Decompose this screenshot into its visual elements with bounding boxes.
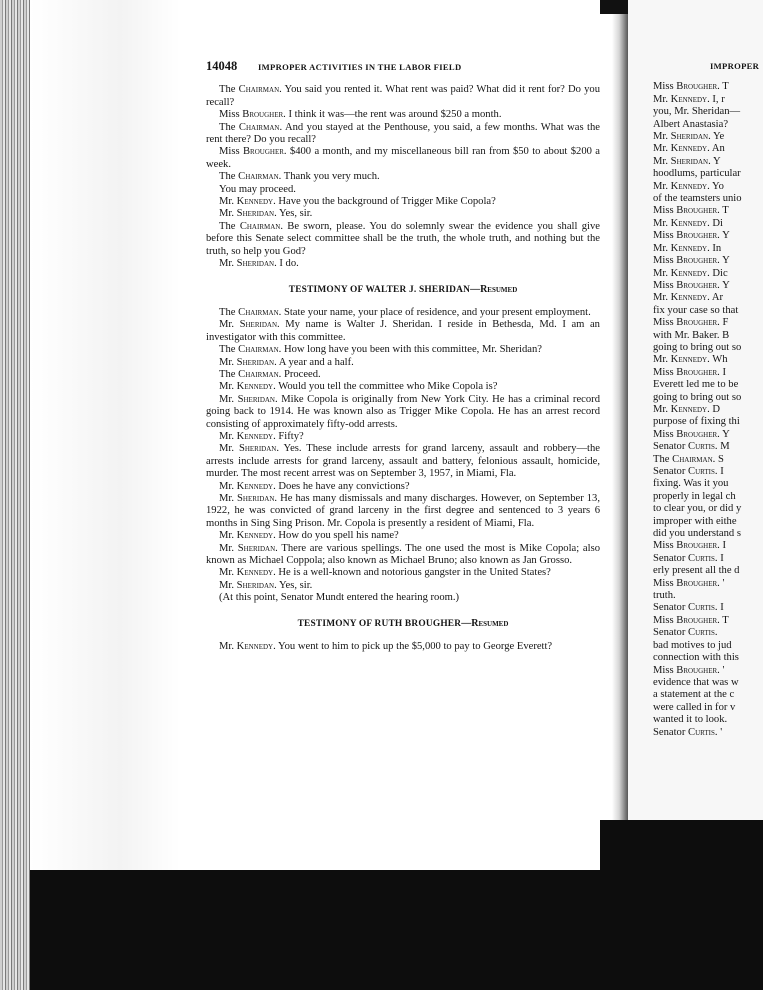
paragraph [640,168,763,180]
text-run: Mr. [219,258,237,270]
text-run: . Have you the background of Trigger Mike Copola? [273,196,496,208]
text-run: Mr. [653,217,671,229]
text-run: purpose of fixing thi [653,416,740,428]
speaker-name: Brougher [676,205,718,217]
speaker-name: Curtis [688,466,715,477]
paragraph [640,640,763,652]
text-run: . Y [717,255,730,267]
paragraph [640,689,763,701]
text-run: You may proceed. [219,183,296,195]
paragraph [640,429,763,441]
speaker-name: Brougher [676,81,718,93]
speaker-name: Kennedy [670,403,708,415]
page-header [206,60,600,73]
text-run: The [219,84,239,96]
speaker-name: Kennedy [236,641,274,653]
speaker-name: Sheridan [670,155,709,167]
paragraph [640,193,763,205]
speaker-name: Brougher [676,428,718,440]
text-run: . A year and a half. [274,356,354,368]
text-run: wanted it to look. [653,714,728,726]
paragraph [640,280,763,292]
paragraph [640,243,763,255]
text-run: . In [707,242,722,254]
page-margin-left [30,0,180,990]
paragraph [640,590,763,602]
text-run: The [653,453,673,465]
book-edge [0,0,30,990]
speaker-name: Chairman [238,84,280,96]
text-run: . D [707,403,721,415]
paragraph-group-3 [206,641,600,653]
text-run: Mr. [653,242,671,254]
paragraph [640,565,763,577]
text-run: did you understand s [653,528,741,540]
text-run: Mr. [219,443,239,455]
text-run: . Be sworn, please. You do solemnly swear the evidence you shall give before this Senate select committee shall be the truth, the whole truth, and nothing but the truth, so help you God? [206,220,601,257]
text-run: The [219,220,240,232]
text-run: . There are various spellings. The one used the most is Mike Copola; also known as Michael Coppola; also known as Michael Bruno; also known as Jan Grosso. [206,542,600,567]
text-run: . Yes, sir. [274,208,313,220]
paragraph [206,307,600,319]
scan-shadow-bottom-right [600,820,763,880]
text-run: . Y [717,428,730,440]
left-page-text [206,60,600,653]
text-run: to clear you, or did y [653,503,742,515]
paragraph [640,143,763,155]
paragraph [640,292,763,304]
paragraph [640,330,763,342]
text-run: . An [707,143,725,155]
speaker-name: Sheridan [670,131,709,143]
text-run: evidence that was w [653,676,739,688]
paragraph [206,641,600,653]
speaker-name: Kennedy [670,354,708,366]
heading-suffix: —Resumed [470,283,518,295]
paragraph-group-1 [206,84,600,270]
text-run: were called in for v [653,701,736,713]
text-run: Mr. [653,143,671,155]
text-run: . Y [708,155,721,167]
paragraph [640,478,763,490]
speaker-name: Sheridan [236,208,275,220]
paragraph [640,578,763,590]
paragraph [640,94,763,106]
text-run: Mr. [653,292,671,304]
text-run: Mr. [653,155,671,167]
text-run: Mr. [219,319,240,331]
heading-title: TESTIMONY OF WALTER J. SHERIDAN [288,284,471,295]
text-run: Mr. [219,381,237,393]
speaker-name: Chairman [238,368,279,380]
speaker-name: Kennedy [236,530,274,542]
paragraph [640,528,763,540]
text-run: . Ye [708,131,725,143]
text-run: going to bring out so [653,341,742,353]
text-run: Senator [653,627,689,639]
text-run: Miss [653,279,677,291]
text-run: . Proceed. [278,368,321,380]
text-run: Miss [219,146,243,158]
text-run: Mr. [219,356,237,368]
text-run: Mr. [653,93,671,105]
paragraph [640,106,763,118]
text-run: . Y [717,279,730,291]
speaker-name: Kennedy [670,242,708,254]
paragraph [206,109,600,121]
section-heading-brougher [206,618,600,630]
speaker-name: Sheridan [236,356,275,368]
text-run: Miss [653,205,677,217]
paragraph [640,727,763,739]
speaker-name: Curtis [688,602,715,614]
paragraph [640,602,763,614]
speaker-name: Sheridan [237,493,275,504]
paragraph [640,317,763,329]
text-run: Mr. [219,430,237,442]
speaker-name: Chairman [672,453,713,465]
speaker-name: Chairman [239,220,281,232]
text-run: . S [712,453,724,465]
text-run: . ' [714,726,723,738]
text-run: . Yo [707,180,724,192]
paragraph [640,627,763,639]
speaker-name: Kennedy [670,180,708,192]
text-run: . [714,627,718,639]
paragraph [206,208,600,220]
paragraph [640,553,763,565]
paragraph [640,665,763,677]
text-run: properly in legal ch [653,490,736,502]
text-run: . T [717,614,729,626]
speaker-name: Curtis [688,726,715,738]
speaker-name: Kennedy [236,196,274,208]
text-run: Mr. [653,267,671,279]
paragraph [640,615,763,627]
paragraph [640,119,763,131]
paragraph [206,567,600,579]
speaker-name: Kennedy [670,93,708,105]
paragraph [206,84,600,109]
text-run: Mr. [653,131,671,143]
speaker-name: Kennedy [670,143,708,155]
text-run: . T [717,205,729,217]
paragraph [206,146,600,171]
paragraph [206,357,600,369]
text-run: . Does he have any convictions? [273,480,410,492]
text-run: . I [714,466,724,477]
text-run: . Fifty? [273,430,304,442]
speaker-name: Sheridan [237,542,276,554]
speaker-name: Kennedy [670,292,708,304]
text-run: . State your name, your place of residence, and your present employment. [278,306,591,318]
speaker-name: Brougher [676,577,718,589]
speaker-name: Chairman [238,121,280,133]
text-run: . Yes. These include arrests for grand larceny, assault and robbery—the arrests include arrests for grand larceny, assault and battery, felonious assault, homicide, murder. The most recent arrest was on September 3, 1957, in Miami, Fla. [206,443,600,480]
paragraph [206,493,600,530]
speaker-name: Brougher [676,317,718,329]
text-run: connection with this [653,652,739,664]
text-run: Senator [653,466,689,477]
text-run: Mr. [219,579,237,591]
text-run: Mr. [219,480,237,492]
text-run: Mr. [219,542,238,554]
text-run: . How do you spell his name? [273,530,399,542]
text-run: Mr. [219,530,237,542]
text-run: Mr. [219,208,237,220]
text-run: bad motives to jud [653,639,732,651]
text-run: Miss [653,317,677,329]
speaker-name: Sheridan [237,393,275,405]
speaker-name: Brougher [676,614,718,626]
speaker-name: Kennedy [236,381,274,393]
paragraph [206,344,600,356]
speaker-name: Curtis [688,552,715,564]
page-number: 14048 [206,59,238,73]
heading-title: TESTIMONY OF RUTH BROUGHER [297,618,462,629]
text-run: . You said you rented it. What rent was paid? What did it rent for? Do you recall? [206,84,600,108]
speaker-name: Kennedy [670,217,708,229]
text-run: The [219,344,239,356]
paragraph [640,131,763,143]
speaker-name: Curtis [688,441,715,453]
paragraph [640,516,763,528]
paragraph [640,230,763,242]
speaker-name: Sheridan [239,319,277,331]
paragraph [640,305,763,317]
speaker-name: Brougher [676,279,718,291]
text-run: Everett led me to be [653,379,739,391]
text-run: . I [717,540,726,552]
text-run: Mr. [653,180,671,192]
text-run: of the teamsters unio [653,193,742,205]
section-heading-sheridan [206,284,600,296]
text-run: . My name is Walter J. Sheridan. I reside in Bethesda, Md. I am an investigator with this committee. [206,319,600,343]
paragraph [640,367,763,379]
right-running-title: IMPROPER [710,61,760,71]
text-run: Senator [653,552,689,564]
text-run: Miss [653,577,677,589]
text-run: . Thank you very much. [278,171,380,183]
speaker-name: Chairman [238,344,279,356]
text-run: . Wh [707,354,728,366]
text-run: . Mike Copola is originally from New York City. He has a criminal record going back to 1914. He was known also as Trigger Mike Copola. He has an arrest record consisting of approximately fifty-odd arrests. [206,393,600,430]
speaker-name: Curtis [688,627,715,639]
speaker-name: Brougher [676,366,718,378]
heading-suffix: —Resumed [461,617,509,629]
paragraph [640,652,763,664]
text-run: Mr. [219,641,237,653]
speaker-name: Brougher [676,255,718,267]
text-run: The [219,121,239,133]
paragraph [640,268,763,280]
text-run: Miss [653,540,677,552]
text-run: improper with eithe [653,515,737,527]
paragraph [640,454,763,466]
paragraph [206,171,600,183]
paragraph [640,205,763,217]
paragraph [640,354,763,366]
text-run: . I, r [707,93,725,105]
text-run: Miss [653,366,677,378]
text-run: . He is a well-known and notorious gangster in the United States? [273,567,551,579]
speaker-name: Sheridan [238,443,277,455]
text-run: going to bring out so [653,391,742,403]
text-run: The [219,306,239,318]
text-run: Mr. [219,393,238,405]
text-run: (At this point, Senator Mundt entered the hearing room.) [219,592,460,604]
paragraph [640,491,763,503]
text-run: . How long have you been with this committee, Mr. Sheridan? [278,344,542,356]
speaker-name: Kennedy [670,267,708,279]
paragraph [640,218,763,230]
text-run: Miss [653,664,677,676]
text-run: . Di [707,217,723,229]
text-run: you, Mr. Sheridan— [653,106,741,118]
text-run: . Would you tell the committee who Mike Copola is? [273,381,498,393]
text-run: . I think it was—the rent was around $250 a month. [283,109,502,121]
paragraph [206,221,600,258]
paragraph [206,381,600,393]
scan-shadow-bottom [30,870,763,990]
text-run: Senator [653,602,689,614]
text-run: Miss [653,230,677,242]
paragraph [640,81,763,93]
paragraph [640,379,763,391]
text-run: hoodlums, particular [653,168,741,180]
text-run: Mr. [219,567,237,579]
paragraph [206,530,600,542]
paragraph [206,592,600,604]
running-title: IMPROPER ACTIVITIES IN THE LABOR FIELD [258,62,462,72]
text-run: . Ar [707,292,723,304]
speaker-name: Sheridan [236,579,275,591]
text-run: Miss [653,81,677,93]
text-run: Mr. [219,196,237,208]
paragraph [640,392,763,404]
paragraph [640,540,763,552]
speaker-name: Kennedy [236,567,274,579]
paragraph [640,677,763,689]
text-run: Albert Anastasia? [653,118,729,130]
speaker-name: Kennedy [236,480,274,492]
paragraph [206,122,600,147]
text-run: Miss [219,109,243,121]
text-run: . And you stayed at the Penthouse, you said, a few months. What was the rent there? Do you recall? [206,121,600,146]
speaker-name: Chairman [238,306,279,318]
text-run: fix your case so that [653,304,739,316]
speaker-name: Brougher [676,664,718,676]
text-run: . You went to him to pick up the $5,000 to pay to George Everett? [273,641,553,653]
text-run: . He has many dismissals and many discharges. However, on September 13, 1922, he was convicted of grand larceny in the first degree and sentenced to 3 years 6 months in Sing Sing Prison. Mr. Copola is presently a resident of Miami, Fla. [206,493,600,529]
text-run: . ' [717,577,725,589]
text-run: . I [714,602,724,614]
text-run: . I [714,552,724,564]
paragraph [206,184,600,196]
text-run: . F [717,317,729,329]
paragraph [206,394,600,431]
speaker-name: Brougher [242,146,284,158]
paragraph-group-2 [206,307,600,605]
paragraph [206,258,600,270]
text-run: a statement at the c [653,689,735,701]
speaker-name: Brougher [676,540,718,552]
paragraph [640,714,763,726]
text-run: with Mr. Baker. B [653,329,730,341]
paragraph [206,369,600,381]
paragraph [206,196,600,208]
text-run: Miss [653,428,677,440]
paragraph [206,580,600,592]
right-paragraph-lines [640,81,763,739]
paragraph [640,404,763,416]
text-run: . Y [717,230,730,242]
text-run: The [219,171,239,183]
speaker-name: Brougher [676,230,718,242]
text-run: . Yes, sir. [274,579,313,591]
text-run: . I do. [274,258,299,270]
text-run: The [219,368,239,380]
text-run: Mr. [653,403,671,415]
text-run: Mr. [653,354,671,366]
paragraph [206,431,600,443]
paragraph [206,443,600,480]
text-run: erly present all the d [653,565,740,577]
paragraph [640,503,763,515]
paragraph [206,319,600,344]
paragraph [640,466,763,478]
right-page-clip [628,0,763,820]
text-run: . $400 a month, and my miscellaneous bill ran from $50 to about $200 a week. [206,146,600,170]
paragraph [640,156,763,168]
paragraph [640,441,763,453]
text-run: Senator [653,726,689,738]
text-run: truth. [653,590,676,602]
text-run: fixing. Was it you [653,478,729,490]
text-run: . M [714,441,730,453]
text-run: Miss [653,255,677,267]
speaker-name: Chairman [238,171,279,183]
text-run: Senator [653,441,689,453]
paragraph [640,342,763,354]
speaker-name: Kennedy [236,430,274,442]
text-run: . T [717,81,729,93]
speaker-name: Brougher [242,109,284,121]
paragraph [206,481,600,493]
text-run: Miss [653,614,677,626]
text-run: Mr. [219,493,238,504]
paragraph [640,416,763,428]
text-run: . ' [717,664,725,676]
paragraph [640,181,763,193]
text-run: . I [717,366,726,378]
right-page-text [640,60,763,739]
paragraph [640,255,763,267]
text-run: . Dic [707,267,728,279]
paragraph [640,702,763,714]
paragraph [206,543,600,568]
speaker-name: Sheridan [236,258,275,270]
